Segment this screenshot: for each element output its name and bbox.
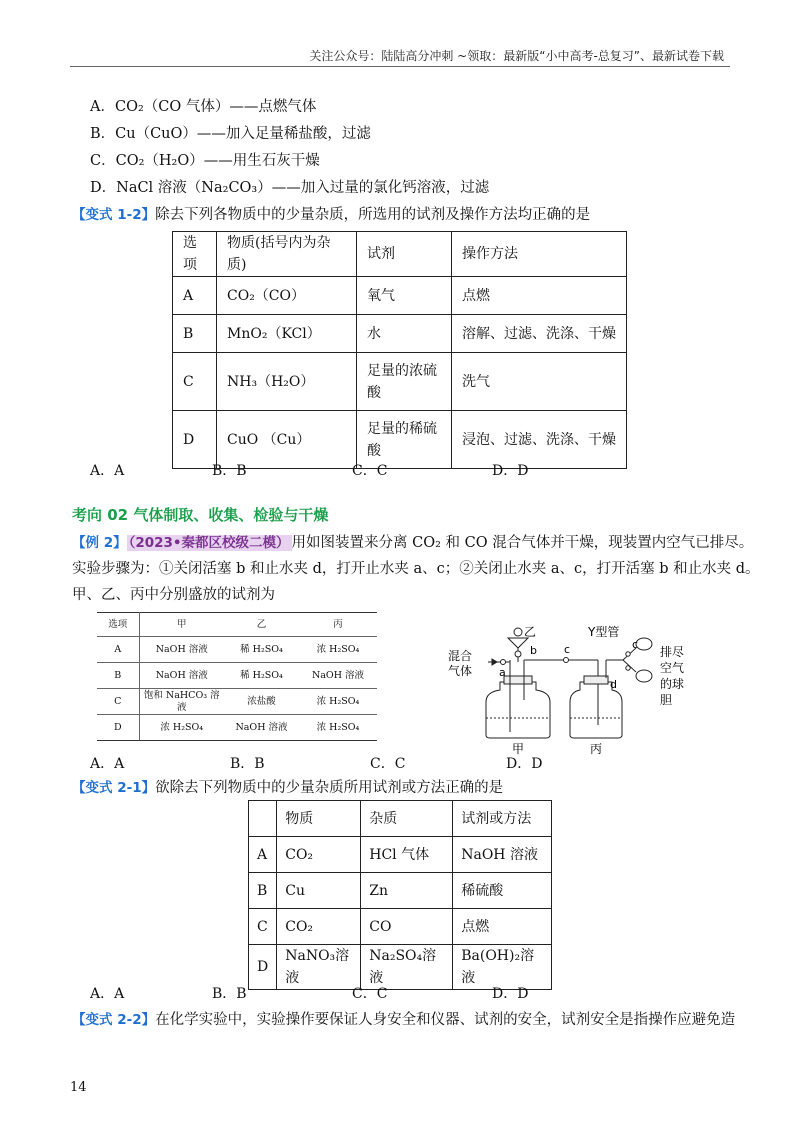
label-yi: 乙 [524,625,537,639]
table-cell: NaOH 溶液 [299,663,377,689]
table-cell: 浓盐酸 [224,689,299,715]
example-2-line1 [72,533,753,553]
variant-1-2-question [72,205,590,225]
label-balloon-4: 胆 [660,693,673,707]
table-cell: 饱和 NaHCO₃ 溶液 [139,689,224,715]
table-cell: CO₂ [277,837,361,873]
table-cell: NH₃（H₂O） [217,353,357,411]
label-bing: 丙 [590,742,603,755]
label-jia: 甲 [512,742,525,755]
table-row [173,277,627,315]
table-cell: D [249,945,277,990]
table-header-cell: 操作方法 [452,232,627,277]
table-cell: C [97,689,139,715]
label-balloon-3: 的球 [660,677,685,691]
table-header-cell: 乙 [224,613,299,637]
table-cell: Cu [277,873,361,909]
table-header-cell: 杂质 [361,801,453,837]
table-cell: 溶解、过滤、洗涤、干燥 [452,315,627,353]
example-2-line2: 实验步骤为：①关闭活塞 b 和止水夹 d，打开止水夹 a、c；②关闭止水夹 a、c，打开活塞 b 和止水夹 d。 [72,561,760,577]
variant-2-2-question [72,1010,735,1030]
q1-option-b: B．Cu（CuO）——加入足量稀盐酸，过滤 [90,126,371,142]
table-cell: B [173,315,217,353]
table-row [249,837,552,873]
table-cell: 点燃 [452,277,627,315]
table-row [97,689,377,715]
table-cell: Zn [361,873,453,909]
label-b: b [530,644,537,657]
table-header-cell [249,801,277,837]
variant-2-1-choice-d: D．D [492,986,529,1002]
label-c: c [564,643,571,656]
table-cell: CuO （Cu） [217,411,357,469]
table-cell: C [249,909,277,945]
label-a: a [499,666,506,679]
table-cell: 足量的稀硫酸 [357,411,452,469]
table-header-cell: 试剂或方法 [453,801,552,837]
table-cell: NaOH 溶液 [453,837,552,873]
table-cell: 足量的浓硫酸 [357,353,452,411]
table-cell: 氧气 [357,277,452,315]
table-cell: MnO₂（KCl） [217,315,357,353]
example-2-line3: 甲、乙、丙中分别盛放的试剂为 [72,587,275,603]
label-balloon-2: 空气 [660,661,685,675]
variant-1-2-choice-d: D．D [492,463,529,479]
table-cell: CO [361,909,453,945]
label-mixed-gas-1: 混合 [448,649,473,663]
variant-2-2-tag: 【变式 2-2】 [72,1012,156,1028]
example-2-reagent-table [97,612,377,741]
q1-option-a: A．CO₂（CO 气体）——点燃气体 [90,99,317,115]
table-header-cell: 选项 [97,613,139,637]
example-2-tag: 【例 2】 [72,535,127,551]
variant-2-1-choice-a: A．A [90,986,125,1002]
example-2-choice-a: A．A [90,756,125,772]
variant-1-2-text: 除去下列各物质中的少量杂质，所选用的试剂及操作方法均正确的是 [155,207,591,223]
table-cell: Na₂SO₄溶液 [361,945,453,990]
table-cell: CO₂ [277,909,361,945]
table-header-row [97,613,377,637]
table-cell: 浓 H₂SO₄ [299,637,377,663]
variant-1-2-choice-c: C．C [352,463,388,479]
table-row [249,873,552,909]
table-header-cell: 丙 [299,613,377,637]
table-cell: 稀 H₂SO₄ [224,663,299,689]
variant-2-1-table [248,800,552,990]
table-cell: 浓 H₂SO₄ [139,715,224,741]
header-divider [70,66,730,67]
table-cell: NaNO₃溶液 [277,945,361,990]
table-cell: 水 [357,315,452,353]
page-header: 关注公众号：陆陆高分冲刺 ~领取：最新版“小中高考-总复习”、最新试卷下载 [309,49,724,63]
variant-2-2-text: 在化学实验中，实验操作要保证人身安全和仪器、试剂的安全，试剂安全是指操作应避免造 [155,1012,736,1028]
variant-1-2-choice-a: A．A [90,463,125,479]
table-cell: 浓 H₂SO₄ [299,689,377,715]
gas-separation-apparatus-diagram [448,620,688,755]
label-c-upper: c [632,638,639,651]
table-cell: A [173,277,217,315]
table-header-cell: 选项 [173,232,217,277]
table-cell: 点燃 [453,909,552,945]
table-cell: 浓 H₂SO₄ [299,715,377,741]
q1-option-d: D．NaCl 溶液（Na₂CO₃）——加入过量的氯化钙溶液，过滤 [90,180,490,196]
variant-1-2-choice-b: B．B [212,463,247,479]
table-cell: 洗气 [452,353,627,411]
table-cell: NaOH 溶液 [139,663,224,689]
table-cell: NaOH 溶液 [139,637,224,663]
example-2-source: （2023•秦都区校级二模） [128,535,290,551]
example-2-choice-d: D．D [506,756,543,772]
table-cell: 稀硫酸 [453,873,552,909]
table-row [249,909,552,945]
variant-2-1-choice-c: C．C [352,986,388,1002]
table-cell: D [173,411,217,469]
example-2-text: 用如图装置来分离 CO₂ 和 CO 混合气体并干燥，现装置内空气已排尽。 [291,535,754,551]
label-d: d [610,678,617,691]
table-cell: HCl 气体 [361,837,453,873]
table-header-row [249,801,552,837]
table-row [173,315,627,353]
variant-2-1-choice-b: B．B [212,986,247,1002]
table-header-cell: 甲 [139,613,224,637]
table-row [97,663,377,689]
variant-2-1-text: 欲除去下列物质中的少量杂质所用试剂或方法正确的是 [155,780,504,796]
table-header-cell: 物质 [277,801,361,837]
table-row [97,637,377,663]
table-cell: A [249,837,277,873]
example-2-choice-c: C．C [370,756,406,772]
label-balloon-1: 排尽 [660,645,685,659]
section-title: 考向 02 气体制取、收集、检验与干燥 [72,506,329,524]
table-header-cell: 物质(括号内为杂质) [217,232,357,277]
table-cell: D [97,715,139,741]
variant-1-2-table [172,231,627,469]
table-cell: 稀 H₂SO₄ [224,637,299,663]
table-cell: A [97,637,139,663]
table-cell: 浸泡、过滤、洗涤、干燥 [452,411,627,469]
table-cell: B [97,663,139,689]
table-cell: CO₂（CO） [217,277,357,315]
q1-option-c: C．CO₂（H₂O）——用生石灰干燥 [90,153,320,169]
table-cell: NaOH 溶液 [224,715,299,741]
label-mixed-gas-2: 气体 [448,664,473,678]
variant-2-1-tag: 【变式 2-1】 [72,780,156,796]
table-cell: Ba(OH)₂溶液 [453,945,552,990]
label-y-tube: Y型管 [588,625,620,639]
table-header-cell: 试剂 [357,232,452,277]
variant-1-2-tag: 【变式 1-2】 [72,207,156,223]
table-header-row [173,232,627,277]
table-row [97,715,377,741]
example-2-choice-b: B．B [230,756,265,772]
page-number: 14 [70,1080,87,1095]
table-cell: B [249,873,277,909]
table-row [173,353,627,411]
table-cell: C [173,353,217,411]
variant-2-1-question [72,778,503,798]
